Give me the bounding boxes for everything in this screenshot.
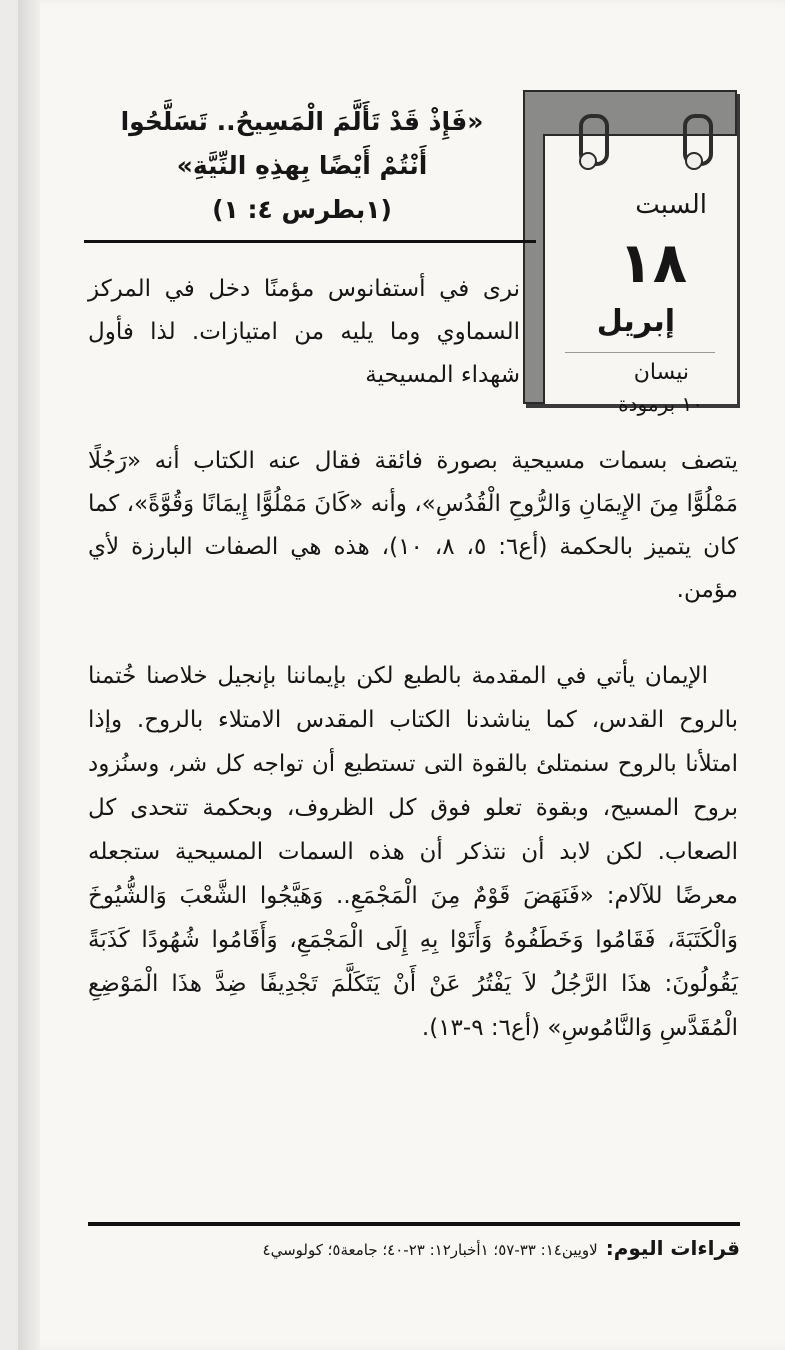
paragraph-1-bottom: يتصف بسمات مسيحية بصورة فائقة فقال عنه الكتاب أنه «رَجُلًا مَمْلُوًّا مِنَ الإِيمَانِ وَالرُّوحِ الْقُدُسِ»، وأنه «كَانَ مَمْلُوًّا إِيمَانًا وَقُوَّةً»، كما كان يتميز بالحكمة (أع٦: ٥، ٨، ١٠)، هذه هي الصفات البارزة لأي مؤمن. <box>88 448 739 603</box>
tear-off-calendar <box>523 90 737 416</box>
verse-divider <box>84 240 536 243</box>
daily-verse <box>88 100 516 232</box>
page-spine-shadow <box>18 0 40 1350</box>
readings-label: قراءات اليوم: <box>605 1236 740 1260</box>
verse-line-1: «فَإِذْ قَدْ تَأَلَّمَ الْمَسِيحُ.. تَسَلَّحُوا <box>120 107 484 136</box>
calendar-day-number: ١٨ <box>618 231 687 296</box>
calendar-coptic-date: ١٠ برمودة <box>618 392 703 416</box>
calendar-month: إبريل <box>596 304 675 339</box>
calendar-sheet <box>543 134 737 416</box>
paragraph-2: الإيمان يأتي في المقدمة بالطبع لكن بإيماننا بإنجيل خلاصنا خُتمنا بالروح القدس، كما يناشدنا الكتاب المقدس الامتلاء بالروح. وإذا امتلأنا بالروح سنمتلئ بالقوة التى تستطيع أن تواجه كل شر، وسنُزود بروح المسيح، وبقوة تعلو فوق كل الظروف، وبحكمة تتحدى كل الصعاب. لكن لابد أن نتذكر أن هذه السمات المسيحية ستجعله معرضًا للآلام: «فَنَهَضَ قَوْمٌ مِنَ الْمَجْمَعِ.. وَهَيَّجُوا الشَّعْبَ وَالشُّيُوخَ وَالْكَتَبَةَ، فَقَامُوا وَخَطَفُوهُ وَأَتَوْا بِهِ إِلَى الْمَجْمَعِ، وَأَقَامُوا شُهُودًا كَذَبَةً يَقُولُونَ: هذَا الرَّجُلُ لاَ يَفْتُرُ عَنْ أَنْ يَتَكَلَّمَ تَجْدِيفًا ضِدَّ هذَا الْمَوْضِعِ الْمُقَدَّسِ وَالنَّامُوسِ» (أع٦: ٩-١٣). <box>88 663 738 1041</box>
calendar-alt-month: نيسان <box>633 360 689 385</box>
ring-hole <box>685 152 703 170</box>
verse-line-2: أَنْتُمْ أَيْضًا بِهذِهِ النِّيَّةِ» <box>176 151 428 180</box>
calendar-day-name: السبت <box>635 190 707 220</box>
footer-divider <box>88 1222 740 1226</box>
verse-reference: (١بطرس ٤: ١) <box>212 195 392 224</box>
readings-text: لاويين١٤: ٣٣-٥٧؛ ١أخبار١٢: ٢٣-٤٠؛ جامعة٥؛ كولوسي٤ <box>262 1241 598 1259</box>
daily-readings <box>88 1236 740 1260</box>
ring-hole <box>579 152 597 170</box>
paragraph-1-top: نرى في أستفانوس مؤمنًا دخل في المركز السماوي وما يليه من امتيازات. لذا فأول شهداء المسيحية <box>88 276 520 388</box>
calendar-divider <box>565 352 715 353</box>
book-page <box>18 0 785 1350</box>
